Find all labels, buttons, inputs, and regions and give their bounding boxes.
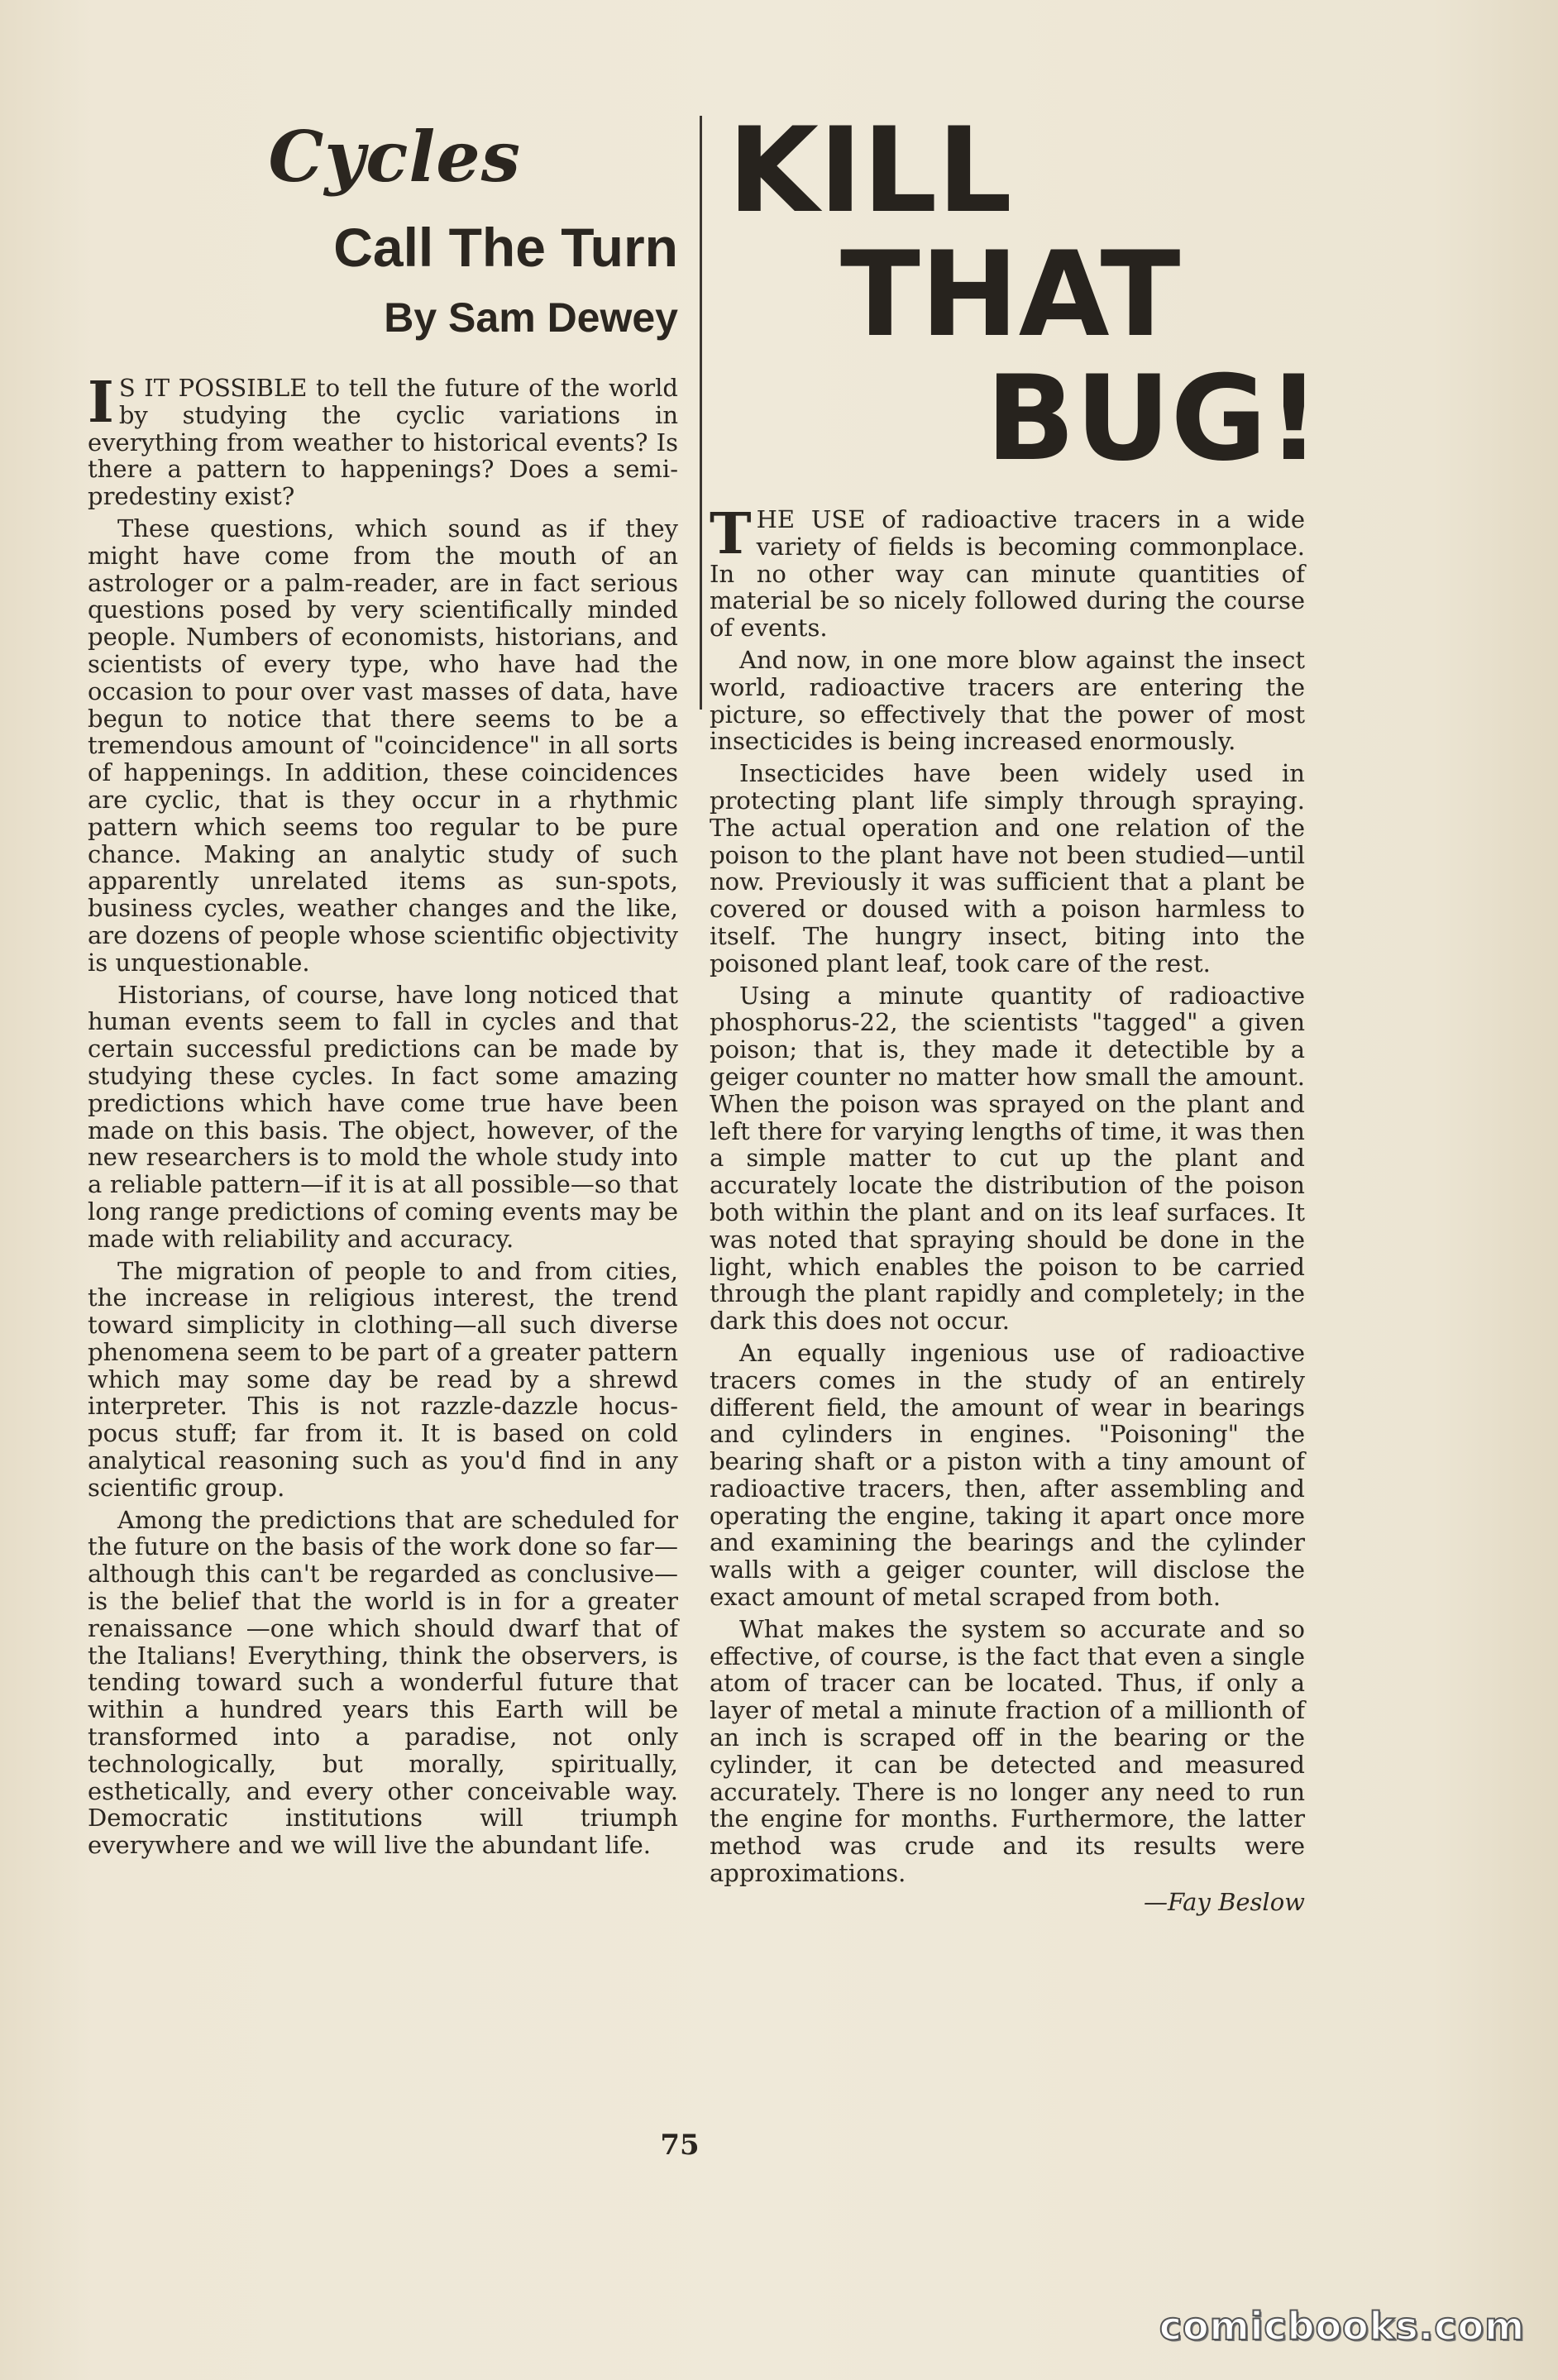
right-article bbox=[710, 103, 1321, 1916]
author-signature: —Fay Beslow bbox=[1144, 1887, 1305, 1916]
column-divider bbox=[700, 116, 702, 710]
article-byline: By Sam Dewey bbox=[384, 294, 678, 341]
article-title: Call The Turn bbox=[333, 217, 678, 278]
article-title-script: Cycles bbox=[268, 116, 521, 198]
paragraph: THE USE of radioactive tracers in a wide variety of fields is becoming commonplace. In no other way can minute quantities of material be so nicely followed during the course of events. bbox=[710, 501, 1305, 643]
article-body bbox=[710, 501, 1305, 1916]
paragraph: Insecticides have been widely used in protecting plant life simply through spraying. The actual operation and one relation of the poison to the plant have not been studied—until now. Previously it was sufficient that a plant be covered or doused with a poison harmless to itself. The hungry insect, biting into the poisoned plant leaf, took care of the rest. bbox=[710, 759, 1305, 977]
headline-line-3: BUG! bbox=[986, 351, 1321, 487]
paragraph: The migration of people to and from cities, the increase in religious interest, the trend toward simplicity in clothing—all such diverse phenomena seem to be part of a greater pattern which may some day be read by a shrewd interpreter. This is not razzle-dazzle hocus-pocus stuff; far from it. It is based on cold analytical reasoning such as you'd find in any scientific group. bbox=[88, 1256, 678, 1502]
headline-line-1: KILL bbox=[728, 103, 1012, 239]
watermark-logo: comicbooks.com bbox=[1159, 2304, 1525, 2349]
paragraph: Among the predictions that are scheduled for the future on the basis of the work done so far—although this can't be regarded as conclusive—is the belief that the world is in for a greater renaissance —one which should dwarf that of the Italians! Everything, think the observers, is tending toward such a wonderful future that within a hundred years this Earth will be transformed into a paradise, not only technologically, but morally, spiritually, esthetically, and every other conceivable way. Democratic institutions will triumph everywhere and we will live the abundant life. bbox=[88, 1505, 678, 1860]
paragraph: And now, in one more blow against the insect world, radioactive tracers are entering the picture, so effectively that the power of most insecticides is being increased enormously. bbox=[710, 645, 1305, 756]
article-body bbox=[88, 370, 678, 1860]
left-article bbox=[88, 116, 678, 1864]
drop-cap: I bbox=[88, 370, 114, 436]
paragraph: What makes the system so accurate and so effective, of course, is the fact that even a single atom of tracer can be located. Thus, if only a layer of metal a minute fraction of a millionth of an inch is scraped off in the bearing or the cylinder, it can be detected and measured accurately. There is no longer any need to run the engine for months. Furthermore, the latter method was crude and its results were approximations. bbox=[710, 1614, 1305, 1888]
paragraph: These questions, which sound as if they might have come from the mouth of an astrologer or a palm-reader, are in fact serious questions posed by very scientifically minded people. Numbers of economists, historians, and scientists of every type, who have had the occasion to pour over vast masses of data, have begun to notice that there seems to be a tremendous amount of "coincidence" in all sorts of happenings. In addition, these coincidences are cyclic, that is they occur in a rhythmic pattern which seems too regular to be pure chance. Making an analytic study of such apparently unrelated items as sun-spots, business cycles, weather changes and the like, are dozens of people whose scientific objectivity is unquestionable. bbox=[88, 514, 678, 977]
page-number: 75 bbox=[660, 2129, 700, 2162]
paragraph: An equally ingenious use of radioactive tracers comes in the study of an entirely different field, the amount of wear in bearings and cylinders in engines. "Poisoning" the bearing shaft or a piston with a tiny amount of radioactive tracers, then, after assembling and operating the engine, taking it apart once more and examining the bearings and the cylinder walls with a geiger counter, will disclose the exact amount of metal scraped from both. bbox=[710, 1338, 1305, 1612]
paragraph: Historians, of course, have long noticed that human events seem to fall in cycles and that certain successful predictions can be made by studying these cycles. In fact some amazing predictions which have come true have been made on this basis. The object, however, of the new researchers is to mold the whole study into a reliable pattern—if it is at all possible—so that long range predictions of coming events may be made with reliability and accuracy. bbox=[88, 980, 678, 1253]
paragraph: I S IT POSSIBLE to tell the future of the world by studying the cyclic variations in everything from weather to historical events? Is there a pattern to happenings? Does a semi-predestiny exist? bbox=[88, 370, 678, 511]
drop-cap: T bbox=[710, 501, 752, 567]
paragraph: Using a minute quantity of radioactive phosphorus-22, the scientists "tagged" a given poison; that is, they made it detectible by a geiger counter no matter how small the amount. When the poison was sprayed on the plant and left there for varying lengths of time, it was then a simple matter to cut up the plant and accurately locate the distribution of the poison both within the plant and on its leaf surfaces. It was noted that spraying should be done in the light, which enables the poison to be carried through the plant rapidly and completely; in the dark this does not occur. bbox=[710, 981, 1305, 1336]
headline-line-2: THAT bbox=[840, 227, 1181, 363]
